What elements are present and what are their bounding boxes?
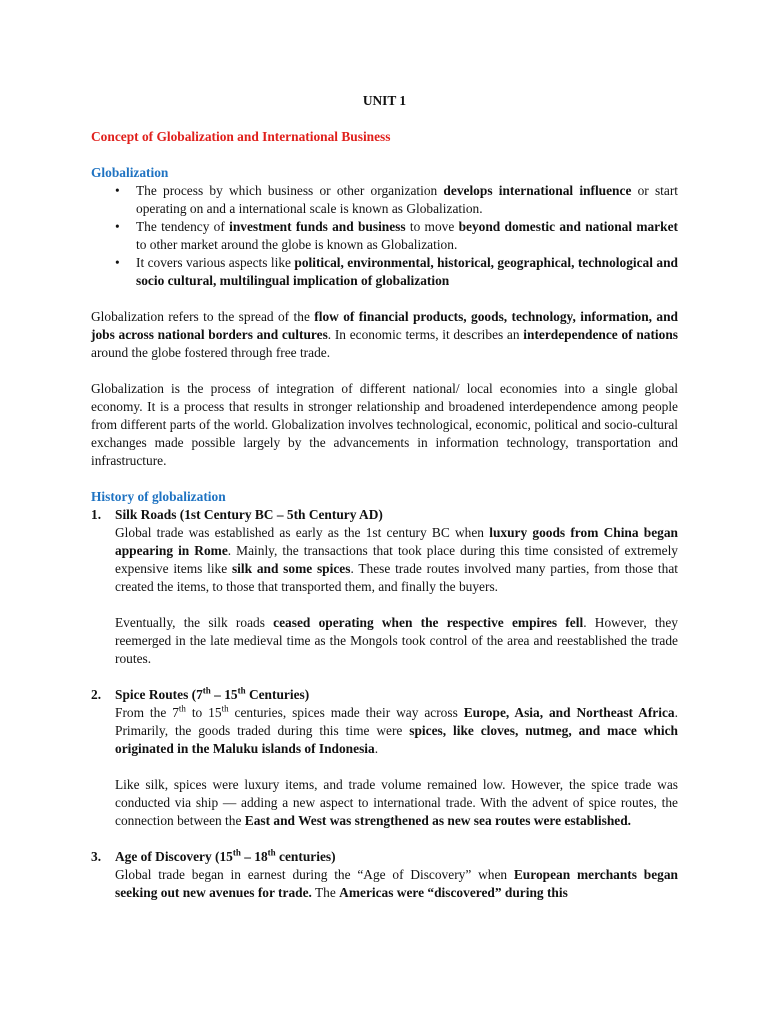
history-item-age-of-discovery [91, 848, 678, 902]
unit-title: UNIT 1 [362, 93, 407, 108]
globalization-integration-paragraph: Globalization is the process of integration of different national/ local economies into a single global economy. It is a process that results in stronger relationship and broadened interdependence among people from different parts of the world. Globalization involves technological, economic, political and socio-cultural exchanges made possible largely by the advancements in information technology, transportation and infrastructure. [91, 381, 678, 468]
globalization-definition-paragraph: Globalization refers to the spread of the flow of financial products, goods, technology, information, and jobs across national borders and cultures. In economic terms, it describes an interdependence of nations around the globe fostered through free trade. [91, 309, 678, 360]
item-title: Age of Discovery (15th – 18th centuries) [115, 847, 336, 864]
history-item-spice-routes [91, 686, 678, 830]
item-paragraph: Global trade began in earnest during the “Age of Discovery” when European merchants began seeking out new avenues for trade. The Americas were “discovered” during this [115, 867, 678, 900]
globalization-bullets [91, 182, 678, 290]
history-heading: History of globalization [91, 489, 226, 504]
item-title: Spice Routes (7th – 15th Centuries) [115, 685, 310, 702]
item-title: Silk Roads (1st Century BC – 5th Century AD) [115, 507, 383, 522]
concept-title: Concept of Globalization and International Business [91, 129, 391, 144]
globalization-heading: Globalization [91, 165, 169, 180]
item-number: 1. [91, 507, 102, 522]
bullet-item: • It covers various aspects like political, environmental, historical, geographical, technological and socio cultural, multilingual implication of globalization [91, 254, 678, 290]
item-paragraph: Global trade was established as early as the 1st century BC when luxury goods from China began appearing in Rome. Mainly, the transactions that took place during this time consisted of extremely expensive items like silk and some spices. These trade routes involved many parties, from those that created the items, to those that transported them, and finally the buyers. [115, 525, 678, 594]
item-number: 2. [91, 687, 102, 702]
item-paragraph: Eventually, the silk roads ceased operating when the respective empires fell. However, they reemerged in the late medieval time as the Mongols took control of the area and reestablished the trade routes. [115, 615, 678, 666]
history-item-silk-roads [91, 506, 678, 668]
item-number: 3. [91, 849, 102, 864]
bullet-item: • The tendency of investment funds and business to move beyond domestic and national market to other market around the globe is known as Globalization. [91, 218, 678, 254]
item-paragraph: From the 7th to 15th centuries, spices made their way across Europe, Asia, and Northeast Africa. Primarily, the goods traded during this time were spices, like cloves, nutmeg, and mace which originated in the Maluku islands of Indonesia. [115, 703, 678, 756]
item-paragraph: Like silk, spices were luxury items, and trade volume remained low. However, the spice trade was conducted via ship — adding a new aspect to international trade. With the advent of spice routes, the connection between the East and West was strengthened as new sea routes were established. [115, 777, 678, 828]
history-list [91, 506, 678, 902]
document-content [91, 92, 678, 902]
bullet-item: • The process by which business or other organization develops international influence or start operating on and a international scale is known as Globalization. [91, 182, 678, 218]
